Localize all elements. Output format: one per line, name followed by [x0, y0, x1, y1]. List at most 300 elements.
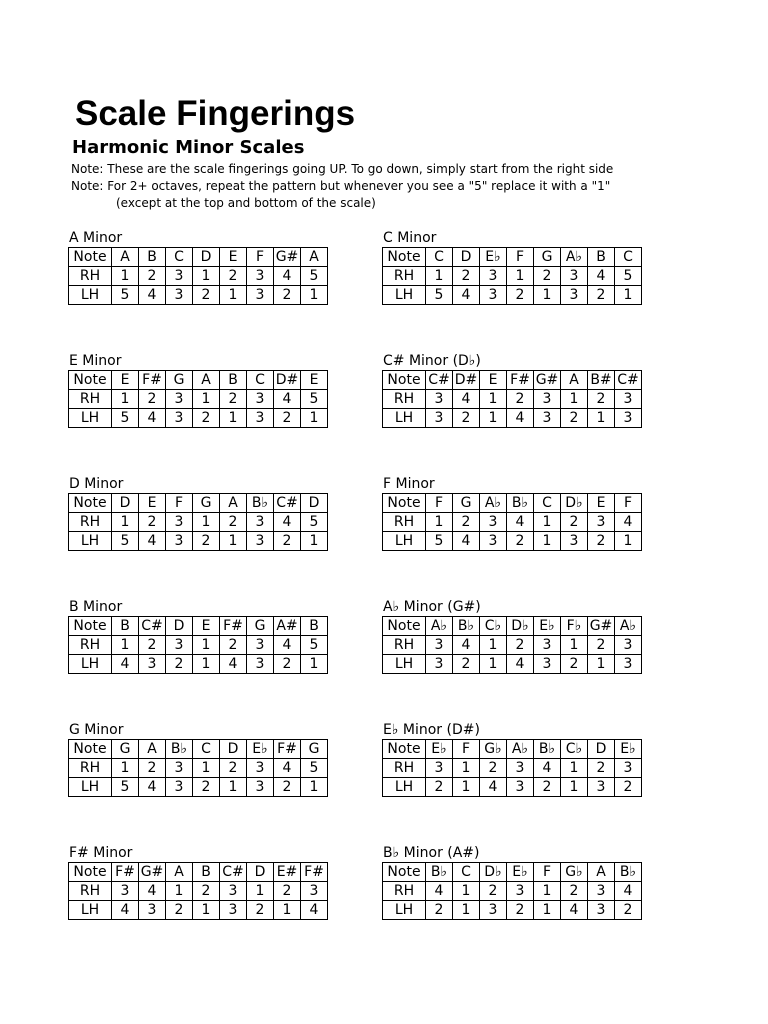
note-cell: G	[534, 248, 561, 267]
finger-cell: 3	[301, 882, 328, 901]
note-cell: E	[480, 371, 507, 390]
note-cell: E	[193, 617, 220, 636]
note-row	[69, 617, 328, 636]
note-cell: F#	[507, 371, 534, 390]
row-label: Note	[383, 248, 426, 267]
note-cell: A	[301, 248, 328, 267]
finger-cell: 1	[112, 759, 139, 778]
note-cell: E	[588, 494, 615, 513]
note-cell: D	[220, 740, 247, 759]
finger-cell: 4	[453, 636, 480, 655]
finger-cell: 1	[615, 286, 642, 305]
row-label: LH	[69, 655, 112, 674]
finger-cell: 2	[507, 636, 534, 655]
right-hand-row	[69, 390, 328, 409]
finger-cell: 4	[139, 286, 166, 305]
finger-cell: 5	[112, 409, 139, 428]
finger-cell: 3	[247, 513, 274, 532]
note-cell: E#	[274, 863, 301, 882]
fingering-table	[382, 862, 642, 920]
note-cell: B	[588, 248, 615, 267]
finger-cell: 3	[166, 390, 193, 409]
finger-cell: 3	[247, 778, 274, 797]
note-cell: A	[588, 863, 615, 882]
finger-cell: 3	[507, 882, 534, 901]
finger-cell: 4	[561, 901, 588, 920]
note-row	[383, 248, 642, 267]
finger-cell: 3	[247, 759, 274, 778]
finger-cell: 2	[588, 759, 615, 778]
scale-name: F# Minor	[69, 845, 133, 861]
row-label: RH	[69, 882, 112, 901]
fingering-table	[68, 862, 328, 920]
finger-cell: 5	[112, 778, 139, 797]
row-label: LH	[383, 286, 426, 305]
finger-cell: 3	[166, 286, 193, 305]
finger-cell: 5	[426, 286, 453, 305]
note-cell: B♭	[247, 494, 274, 513]
finger-cell: 4	[301, 901, 328, 920]
finger-cell: 2	[453, 655, 480, 674]
finger-cell: 3	[426, 759, 453, 778]
row-label: LH	[69, 778, 112, 797]
scale-block	[68, 229, 338, 305]
finger-cell: 2	[274, 882, 301, 901]
note-cell: F	[426, 494, 453, 513]
page-title: Scale Fingerings	[75, 94, 356, 133]
fingering-table	[68, 247, 328, 305]
note-cell: F	[247, 248, 274, 267]
note-cell: G#	[534, 371, 561, 390]
finger-cell: 3	[561, 286, 588, 305]
right-hand-row	[383, 267, 642, 286]
note-cell: F#	[274, 740, 301, 759]
left-hand-row	[69, 532, 328, 551]
note-cell: F	[453, 740, 480, 759]
finger-cell: 2	[220, 636, 247, 655]
row-label: Note	[69, 863, 112, 882]
left-hand-row	[69, 286, 328, 305]
finger-cell: 2	[588, 532, 615, 551]
finger-cell: 5	[301, 636, 328, 655]
note-cell: E	[139, 494, 166, 513]
row-label: LH	[383, 655, 426, 674]
note-cell: G	[193, 494, 220, 513]
note-cell: G#	[588, 617, 615, 636]
row-label: Note	[69, 371, 112, 390]
finger-cell: 3	[588, 513, 615, 532]
note-cell: C	[426, 248, 453, 267]
finger-cell: 1	[274, 901, 301, 920]
note-cell: B♭	[615, 863, 642, 882]
note-line-2: Note: For 2+ octaves, repeat the pattern but whenever you see a "5" replace it with a "1"	[71, 179, 611, 193]
finger-cell: 5	[301, 513, 328, 532]
finger-cell: 3	[247, 267, 274, 286]
left-hand-row	[383, 778, 642, 797]
note-cell: C	[166, 248, 193, 267]
finger-cell: 4	[112, 655, 139, 674]
scale-name: E Minor	[69, 353, 122, 369]
finger-cell: 2	[193, 286, 220, 305]
right-hand-row	[69, 882, 328, 901]
finger-cell: 1	[453, 759, 480, 778]
row-label: RH	[383, 759, 426, 778]
row-label: Note	[69, 494, 112, 513]
note-row	[383, 740, 642, 759]
finger-cell: 3	[615, 636, 642, 655]
finger-cell: 4	[220, 655, 247, 674]
finger-cell: 4	[274, 759, 301, 778]
note-cell: C♭	[480, 617, 507, 636]
finger-cell: 2	[561, 655, 588, 674]
row-label: Note	[383, 494, 426, 513]
finger-cell: 2	[534, 267, 561, 286]
finger-cell: 4	[453, 286, 480, 305]
scale-block	[68, 475, 338, 551]
finger-cell: 2	[193, 882, 220, 901]
note-cell: F	[534, 863, 561, 882]
finger-cell: 3	[534, 390, 561, 409]
note-cell: D	[588, 740, 615, 759]
scale-block	[382, 229, 652, 305]
note-cell: A	[139, 740, 166, 759]
finger-cell: 2	[139, 390, 166, 409]
row-label: RH	[383, 882, 426, 901]
scale-name: G Minor	[69, 722, 124, 738]
finger-cell: 2	[139, 267, 166, 286]
note-line-3: (except at the top and bottom of the scale)	[116, 196, 376, 210]
note-cell: F	[507, 248, 534, 267]
finger-cell: 3	[615, 390, 642, 409]
finger-cell: 5	[112, 532, 139, 551]
note-cell: B	[193, 863, 220, 882]
row-label: Note	[383, 740, 426, 759]
finger-cell: 1	[480, 409, 507, 428]
fingering-table	[68, 370, 328, 428]
finger-cell: 4	[426, 882, 453, 901]
finger-cell: 1	[507, 267, 534, 286]
finger-cell: 1	[193, 759, 220, 778]
left-hand-row	[383, 901, 642, 920]
finger-cell: 3	[426, 655, 453, 674]
note-cell: A♭	[615, 617, 642, 636]
finger-cell: 4	[588, 267, 615, 286]
fingering-table	[68, 616, 328, 674]
note-cell: D	[453, 248, 480, 267]
finger-cell: 3	[139, 655, 166, 674]
finger-cell: 3	[166, 513, 193, 532]
note-cell: D♭	[507, 617, 534, 636]
finger-cell: 1	[193, 655, 220, 674]
finger-cell: 1	[301, 778, 328, 797]
right-hand-row	[383, 759, 642, 778]
note-cell: B	[139, 248, 166, 267]
finger-cell: 1	[588, 655, 615, 674]
note-cell: C#	[426, 371, 453, 390]
row-label: LH	[383, 409, 426, 428]
finger-cell: 2	[193, 409, 220, 428]
finger-cell: 3	[247, 286, 274, 305]
finger-cell: 2	[193, 532, 220, 551]
note-cell: D	[301, 494, 328, 513]
row-label: RH	[383, 267, 426, 286]
finger-cell: 3	[561, 532, 588, 551]
finger-cell: 3	[480, 513, 507, 532]
finger-cell: 4	[274, 636, 301, 655]
finger-cell: 3	[615, 655, 642, 674]
finger-cell: 2	[220, 267, 247, 286]
scale-name: A♭ Minor (G#)	[383, 599, 481, 615]
finger-cell: 1	[426, 267, 453, 286]
finger-cell: 5	[301, 267, 328, 286]
row-label: Note	[69, 617, 112, 636]
note-cell: C	[615, 248, 642, 267]
note-cell: B	[112, 617, 139, 636]
finger-cell: 1	[220, 532, 247, 551]
note-cell: F#	[301, 863, 328, 882]
finger-cell: 1	[112, 390, 139, 409]
left-hand-row	[69, 901, 328, 920]
finger-cell: 4	[139, 778, 166, 797]
finger-cell: 3	[166, 759, 193, 778]
finger-cell: 2	[453, 513, 480, 532]
row-label: LH	[383, 532, 426, 551]
finger-cell: 3	[166, 267, 193, 286]
scale-block	[68, 352, 338, 428]
note-cell: B#	[588, 371, 615, 390]
finger-cell: 1	[247, 882, 274, 901]
finger-cell: 3	[561, 267, 588, 286]
finger-cell: 5	[615, 267, 642, 286]
note-cell: E♭	[480, 248, 507, 267]
right-hand-row	[383, 390, 642, 409]
fingering-table	[382, 739, 642, 797]
finger-cell: 2	[453, 409, 480, 428]
row-label: LH	[383, 901, 426, 920]
finger-cell: 2	[220, 759, 247, 778]
finger-cell: 1	[561, 636, 588, 655]
note-cell: G	[112, 740, 139, 759]
finger-cell: 2	[561, 882, 588, 901]
scale-block	[382, 844, 652, 920]
note-cell: E	[301, 371, 328, 390]
finger-cell: 4	[507, 513, 534, 532]
note-cell: B	[301, 617, 328, 636]
finger-cell: 3	[426, 636, 453, 655]
finger-cell: 2	[274, 286, 301, 305]
finger-cell: 1	[453, 882, 480, 901]
row-label: LH	[69, 532, 112, 551]
finger-cell: 3	[139, 901, 166, 920]
note-cell: A♭	[507, 740, 534, 759]
note-cell: B	[220, 371, 247, 390]
finger-cell: 3	[588, 882, 615, 901]
row-label: Note	[69, 248, 112, 267]
row-label: LH	[383, 778, 426, 797]
finger-cell: 1	[561, 390, 588, 409]
scale-block	[382, 475, 652, 551]
row-label: Note	[69, 740, 112, 759]
row-label: RH	[69, 267, 112, 286]
note-cell: D♭	[480, 863, 507, 882]
finger-cell: 3	[112, 882, 139, 901]
finger-cell: 1	[534, 901, 561, 920]
finger-cell: 1	[193, 513, 220, 532]
finger-cell: 2	[220, 390, 247, 409]
note-cell: C	[193, 740, 220, 759]
finger-cell: 4	[274, 267, 301, 286]
note-cell: G	[166, 371, 193, 390]
scale-block	[382, 598, 652, 674]
note-cell: F♭	[561, 617, 588, 636]
note-cell: C#	[139, 617, 166, 636]
note-cell: D	[247, 863, 274, 882]
note-cell: E♭	[247, 740, 274, 759]
row-label: Note	[383, 617, 426, 636]
finger-cell: 4	[615, 513, 642, 532]
finger-cell: 2	[274, 655, 301, 674]
finger-cell: 2	[139, 636, 166, 655]
finger-cell: 2	[615, 901, 642, 920]
finger-cell: 2	[166, 901, 193, 920]
finger-cell: 5	[112, 286, 139, 305]
finger-cell: 3	[588, 778, 615, 797]
finger-cell: 4	[453, 390, 480, 409]
finger-cell: 3	[166, 636, 193, 655]
finger-cell: 2	[561, 409, 588, 428]
finger-cell: 4	[112, 901, 139, 920]
finger-cell: 3	[534, 655, 561, 674]
fingering-table	[382, 247, 642, 305]
note-cell: G#	[139, 863, 166, 882]
page-subtitle: Harmonic Minor Scales	[72, 137, 305, 158]
note-cell: F#	[139, 371, 166, 390]
right-hand-row	[383, 636, 642, 655]
finger-cell: 2	[588, 286, 615, 305]
finger-cell: 4	[139, 532, 166, 551]
note-row	[69, 494, 328, 513]
right-hand-row	[69, 267, 328, 286]
finger-cell: 2	[507, 390, 534, 409]
scale-name: C# Minor (D♭)	[383, 353, 481, 369]
note-row	[69, 371, 328, 390]
note-cell: E♭	[534, 617, 561, 636]
finger-cell: 1	[301, 409, 328, 428]
note-cell: C#	[220, 863, 247, 882]
finger-cell: 2	[426, 901, 453, 920]
note-cell: A♭	[426, 617, 453, 636]
note-row	[69, 863, 328, 882]
finger-cell: 1	[112, 636, 139, 655]
finger-cell: 2	[507, 901, 534, 920]
finger-cell: 3	[220, 882, 247, 901]
note-cell: E♭	[426, 740, 453, 759]
finger-cell: 2	[453, 267, 480, 286]
note-cell: B♭	[534, 740, 561, 759]
finger-cell: 5	[301, 390, 328, 409]
finger-cell: 1	[615, 532, 642, 551]
note-row	[69, 740, 328, 759]
finger-cell: 3	[247, 655, 274, 674]
scale-block	[68, 598, 338, 674]
finger-cell: 2	[480, 882, 507, 901]
note-cell: E♭	[507, 863, 534, 882]
finger-cell: 3	[588, 901, 615, 920]
note-cell: C	[534, 494, 561, 513]
fingering-table	[68, 739, 328, 797]
note-cell: D	[193, 248, 220, 267]
note-cell: D#	[274, 371, 301, 390]
fingering-table	[382, 370, 642, 428]
finger-cell: 2	[193, 778, 220, 797]
finger-cell: 2	[561, 513, 588, 532]
finger-cell: 1	[480, 636, 507, 655]
note-cell: F#	[112, 863, 139, 882]
finger-cell: 2	[139, 513, 166, 532]
note-cell: D♭	[561, 494, 588, 513]
note-cell: G♭	[480, 740, 507, 759]
fingering-table	[382, 616, 642, 674]
left-hand-row	[69, 655, 328, 674]
finger-cell: 4	[139, 409, 166, 428]
note-row	[383, 863, 642, 882]
finger-cell: 2	[507, 532, 534, 551]
note-cell: F	[166, 494, 193, 513]
finger-cell: 1	[534, 513, 561, 532]
left-hand-row	[383, 655, 642, 674]
note-cell: A	[193, 371, 220, 390]
note-row	[383, 371, 642, 390]
row-label: RH	[383, 636, 426, 655]
finger-cell: 1	[193, 636, 220, 655]
note-cell: A	[220, 494, 247, 513]
row-label: RH	[69, 759, 112, 778]
finger-cell: 2	[534, 778, 561, 797]
finger-cell: 1	[220, 286, 247, 305]
note-cell: F	[615, 494, 642, 513]
finger-cell: 4	[453, 532, 480, 551]
note-cell: E♭	[615, 740, 642, 759]
finger-cell: 4	[507, 655, 534, 674]
finger-cell: 2	[247, 901, 274, 920]
finger-cell: 3	[166, 778, 193, 797]
finger-cell: 3	[247, 532, 274, 551]
row-label: LH	[69, 901, 112, 920]
finger-cell: 1	[561, 778, 588, 797]
note-cell: A	[112, 248, 139, 267]
finger-cell: 5	[301, 759, 328, 778]
finger-cell: 3	[247, 390, 274, 409]
right-hand-row	[69, 759, 328, 778]
finger-cell: 2	[274, 532, 301, 551]
finger-cell: 2	[220, 513, 247, 532]
finger-cell: 2	[615, 778, 642, 797]
finger-cell: 1	[480, 655, 507, 674]
finger-cell: 1	[193, 390, 220, 409]
finger-cell: 1	[534, 532, 561, 551]
note-cell: C#	[615, 371, 642, 390]
finger-cell: 1	[301, 286, 328, 305]
finger-cell: 3	[480, 286, 507, 305]
right-hand-row	[69, 636, 328, 655]
left-hand-row	[383, 286, 642, 305]
row-label: Note	[383, 371, 426, 390]
note-cell: A♭	[480, 494, 507, 513]
note-cell: E	[220, 248, 247, 267]
note-cell: G♭	[561, 863, 588, 882]
scale-block	[68, 844, 338, 920]
finger-cell: 4	[534, 759, 561, 778]
